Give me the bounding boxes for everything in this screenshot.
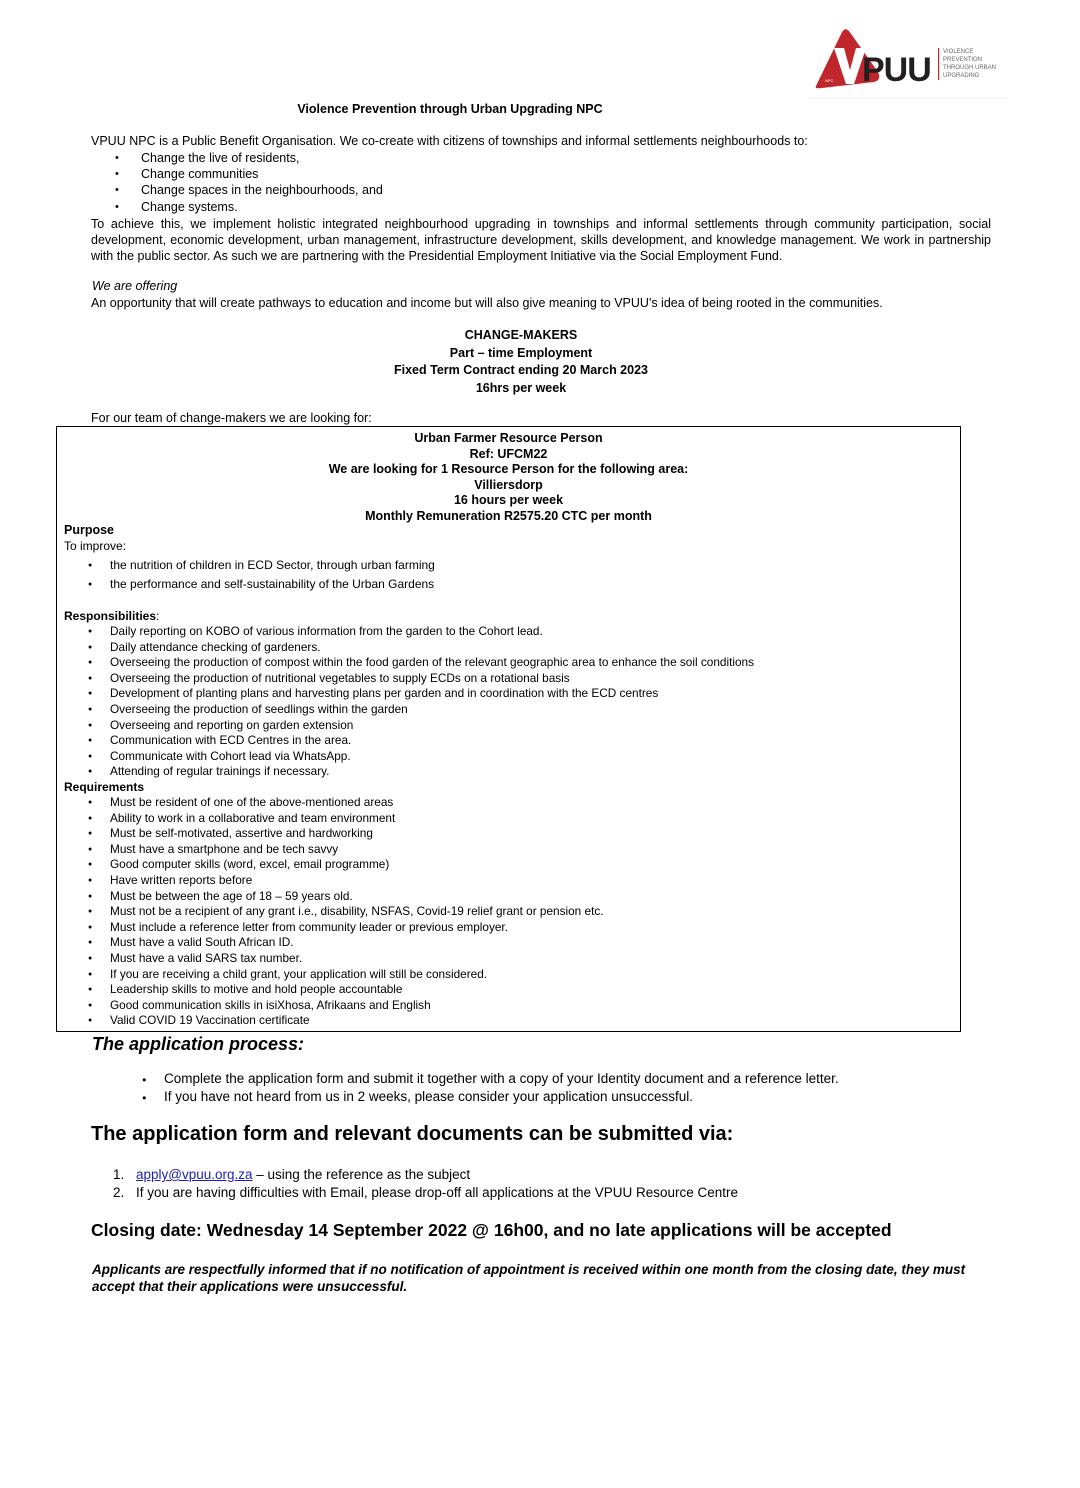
responsibility-item: ● Communication with ECD Centres in the area. <box>88 733 754 749</box>
job-hours: 16 hours per week <box>453 493 564 507</box>
requirement-item: ● Must have a valid SARS tax number. <box>88 951 604 967</box>
responsibilities-list <box>88 624 754 780</box>
requirement-item: ● Must be between the age of 18 – 59 years old. <box>88 889 604 905</box>
logo-wordmark: PUU <box>862 51 931 89</box>
intro-bullet: • Change spaces in the neighbourhoods, and <box>115 182 383 198</box>
job-area: Villiersdorp <box>474 477 543 492</box>
intro-bullet-list <box>115 150 383 215</box>
responsibilities-colon: : <box>156 609 160 623</box>
submission-item-email <box>113 1166 738 1184</box>
approach-paragraph: To achieve this, we implement holistic integrated neighbourhood upgrading in townships and informal settlements through community participation, social development, economic development, urban management, infrastructure development, skills development, and knowledge management. We work in partnership with the public sector. As such we are partnering with the Presidential Employment Initiative via the Social Employment Fund. <box>91 217 991 263</box>
responsibility-item: ● Attending of regular trainings if necessary. <box>88 764 754 780</box>
logo-tagline-4: UPGRADING <box>943 73 980 79</box>
offering-text: An opportunity that will create pathways to education and income but will also give meaning to VPUU's idea of being rooted in the communities. <box>91 296 883 310</box>
application-process-list <box>142 1070 839 1106</box>
responsibilities-heading-text: Responsibilities <box>64 609 157 623</box>
application-step: ● If you have not heard from us in 2 weeks, please consider your application unsuccessful. <box>142 1088 839 1106</box>
list-number: 2. <box>113 1185 125 1200</box>
vpuu-logo <box>812 26 1012 98</box>
purpose-list <box>88 556 435 593</box>
job-looking: We are looking for 1 Resource Person for the following area: <box>328 462 689 476</box>
job-remuneration: Monthly Remuneration R2575.20 CTC per month <box>365 508 652 523</box>
logo-npc-tag: NPC <box>825 78 834 83</box>
vpuu-logo-graphic <box>812 26 1012 98</box>
application-process-heading: The application process: <box>92 1034 305 1054</box>
logo-underline <box>808 98 1008 99</box>
submission-heading: The application form and relevant documents can be submitted via: <box>91 1123 734 1145</box>
offering-heading: We are offering <box>92 279 178 293</box>
responsibility-item: ● Daily attendance checking of gardeners. <box>88 640 754 656</box>
requirement-item: ● Must have a valid South African ID. <box>88 935 604 951</box>
responsibility-item: ● Overseeing the production of seedlings within the garden <box>88 702 754 718</box>
requirement-item: ● Leadership skills to motive and hold people accountable <box>88 982 604 998</box>
responsibility-item: ● Daily reporting on KOBO of various information from the garden to the Cohort lead. <box>88 624 754 640</box>
logo-divider <box>938 48 939 80</box>
requirement-item: ● Good computer skills (word, excel, email programme) <box>88 857 604 873</box>
hours-per-week: 16hrs per week <box>475 380 567 395</box>
logo-tagline-2: PREVENTION <box>943 57 983 63</box>
submission-item-dropoff <box>113 1184 738 1202</box>
logo-tagline-3: THROUGH URBAN <box>943 65 997 71</box>
job-header <box>56 431 961 524</box>
apply-email-link[interactable]: apply@vpuu.org.za <box>136 1167 253 1182</box>
looking-for-text: For our team of change-makers we are looking for: <box>91 411 372 425</box>
intro-bullet: • Change the live of residents, <box>115 150 383 166</box>
responsibility-item: ● Development of planting plans and harvesting plans per garden and in coordination with the ECD centres <box>88 686 754 702</box>
closing-date: Closing date: Wednesday 14 September 2022 @ 16h00, and no late applications will be accepted <box>91 1220 892 1240</box>
requirement-item: ● Ability to work in a collaborative and team environment <box>88 811 604 827</box>
job-ref: Ref: UFCM22 <box>469 446 548 461</box>
application-step: ● Complete the application form and submit it together with a copy of your Identity document and a reference letter. <box>142 1070 839 1088</box>
requirements-heading: Requirements <box>64 780 145 794</box>
job-title: Urban Farmer Resource Person <box>414 431 603 445</box>
unsuccessful-notice: Applicants are respectfully informed that if no notification of appointment is received within one month from the closing date, they must accept that their applications were unsuccessful. <box>92 1262 966 1294</box>
employment-type: Part – time Employment <box>449 345 593 360</box>
org-title: Violence Prevention through Urban Upgrading NPC <box>297 102 603 116</box>
list-number: 1. <box>113 1167 125 1182</box>
requirement-item: ● Must not be a recipient of any grant i.e., disability, NSFAS, Covid-19 relief grant or pension etc. <box>88 904 604 920</box>
change-makers-block <box>0 327 1080 397</box>
requirements-list <box>88 795 604 1029</box>
purpose-item: ● the performance and self-sustainability of the Urban Gardens <box>88 575 435 594</box>
intro-bullet: • Change systems. <box>115 199 383 215</box>
contract-term: Fixed Term Contract ending 20 March 2023 <box>393 363 648 378</box>
responsibilities-heading <box>64 609 159 623</box>
responsibility-item: ● Overseeing and reporting on garden extension <box>88 718 754 734</box>
responsibility-item: ● Communicate with Cohort lead via WhatsApp. <box>88 749 754 765</box>
change-makers-title: CHANGE-MAKERS <box>464 328 578 342</box>
purpose-item: ● the nutrition of children in ECD Sector, through urban farming <box>88 556 435 575</box>
requirement-item: ● Must be resident of one of the above-mentioned areas <box>88 795 604 811</box>
purpose-subheading: To improve: <box>64 539 127 553</box>
requirement-item: ● Valid COVID 19 Vaccination certificate <box>88 1013 604 1029</box>
requirement-item: ● Good communication skills in isiXhosa, Afrikaans and English <box>88 998 604 1014</box>
responsibility-item: ● Overseeing the production of nutritional vegetables to supply ECDs on a rotational basis <box>88 671 754 687</box>
requirement-item: ● Must have a smartphone and be tech savvy <box>88 842 604 858</box>
intro-bullet: • Change communities <box>115 166 383 182</box>
requirement-item: ● If you are receiving a child grant, your application will still be considered. <box>88 967 604 983</box>
requirement-item: ● Must include a reference letter from community leader or previous employer. <box>88 920 604 936</box>
email-instructions: – using the reference as the subject <box>252 1167 471 1182</box>
requirement-item: ● Have written reports before <box>88 873 604 889</box>
purpose-heading: Purpose <box>64 523 115 537</box>
requirement-item: ● Must be self-motivated, assertive and hardworking <box>88 826 604 842</box>
dropoff-instructions: If you are having difficulties with Email, please drop-off all applications at the VPUU Resource Centre <box>136 1185 739 1200</box>
submission-list <box>113 1166 738 1202</box>
intro-text: VPUU NPC is a Public Benefit Organisation. We co-create with citizens of townships and informal settlements neighbourhoods to: <box>91 134 808 148</box>
responsibility-item: ● Overseeing the production of compost within the food garden of the relevant geographic area to enhance the soil conditions <box>88 655 754 671</box>
logo-tagline-1: VIOLENCE <box>943 49 974 55</box>
